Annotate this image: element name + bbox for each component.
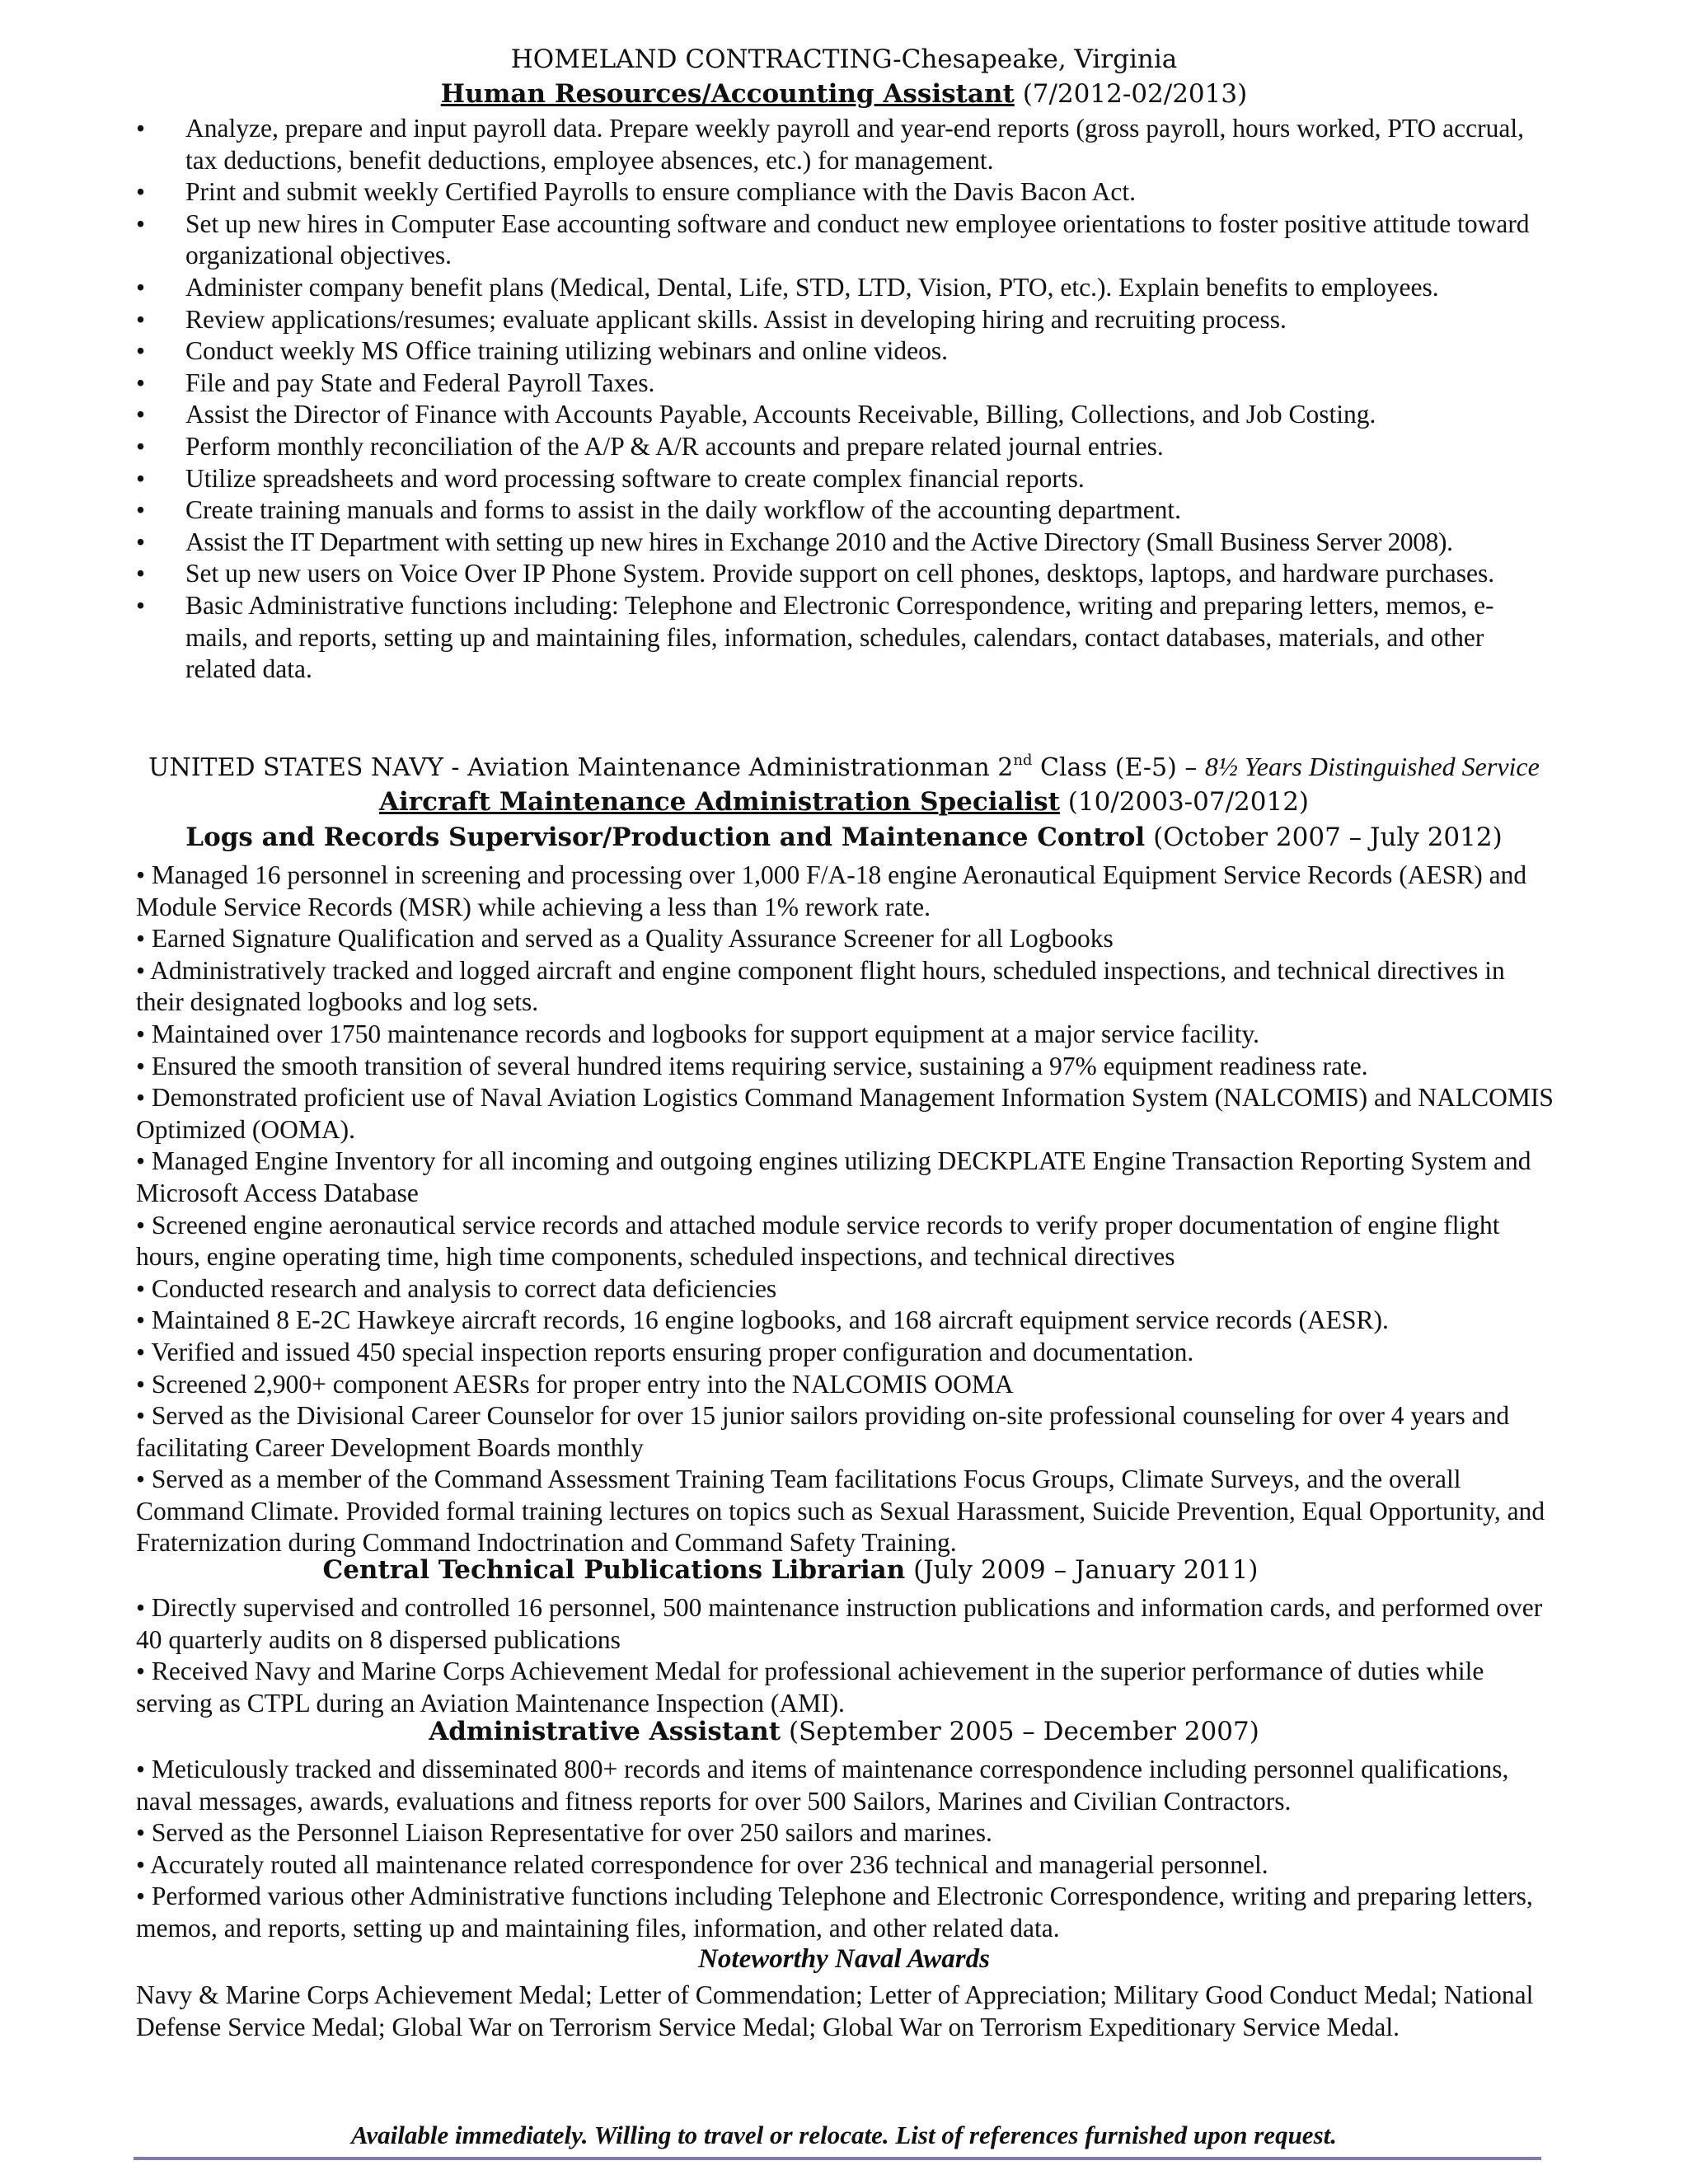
list-item: • Ensured the smooth transition of several hundred items requiring service, sustaining a 97% equipment readiness rate.: [136, 1051, 1368, 1080]
list-item: • Received Navy and Marine Corps Achievement Medal for professional achievement in the superior performance of duties while serving as CTPL during an Aviation Maintenance Inspection (AMI).: [136, 1657, 1484, 1718]
navy-dates: (10/2003-07/2012): [1067, 787, 1310, 817]
role2-title-line: [0, 1554, 1688, 1586]
list-item: • Utilize spreadsheets and word processing software to create complex financial reports.: [136, 463, 1554, 495]
list-item: • Analyze, prepare and input payroll data. Prepare weekly payroll and year-end reports (gross payroll, hours worked, PTO accrual, tax deductions, benefit deductions, employee absences, etc.) for management.: [136, 113, 1554, 176]
role3-bullets: [136, 1754, 1554, 1945]
list-item: • Directly supervised and controlled 16 personnel, 500 maintenance instruction publications and information cards, and performed over 40 quarterly audits on 8 dispersed publications: [136, 1593, 1543, 1654]
list-item: • Conducted research and analysis to correct data deficiencies: [136, 1273, 777, 1303]
navy-org-sup: nd: [1013, 752, 1033, 770]
list-item: • Served as the Divisional Career Counselor for over 15 junior sailors providing on-site professional counseling for over 4 years and facilitating Career Development Boards monthly: [136, 1401, 1510, 1462]
navy-title: Aircraft Maintenance Administration Specialist: [378, 787, 1060, 817]
role1-title-line: [0, 821, 1688, 854]
list-item: • Create training manuals and forms to assist in the daily workflow of the accounting department.: [136, 494, 1554, 527]
list-item: • Review applications/resumes; evaluate applicant skills. Assist in developing hiring and recruiting process.: [136, 304, 1554, 336]
navy-title-line: [0, 785, 1688, 818]
role1-title: Logs and Records Supervisor/Production and Maintenance Control: [185, 823, 1146, 852]
list-item: • Administratively tracked and logged aircraft and engine component flight hours, scheduled inspections, and technical directives in their designated logbooks and log sets.: [136, 955, 1505, 1017]
list-item: • Perform monthly reconciliation of the A/P & A/R accounts and prepare related journal entries.: [136, 431, 1554, 463]
list-item: • Served as a member of the Command Assessment Training Team facilitations Focus Groups, Climate Surveys, and the overall Command Climate. Provided formal training lectures on topics such as Sexual Harassment, Suicide Prevention, Equal Opportunity, and Fraternization during Command Indoctrination and Command Safety Training.: [136, 1465, 1545, 1558]
job1-title: Human Resources/Accounting Assistant: [440, 79, 1015, 109]
list-item: • Print and submit weekly Certified Payrolls to ensure compliance with the Davis Bacon Act.: [136, 176, 1554, 209]
list-item: • Earned Signature Qualification and served as a Quality Assurance Screener for all Logbooks: [136, 924, 1114, 954]
list-item: • Assist the Director of Finance with Accounts Payable, Accounts Receivable, Billing, Collections, and Job Costing.: [136, 399, 1554, 431]
navy-org: [0, 750, 1688, 785]
awards-text: Navy & Marine Corps Achievement Medal; Letter of Commendation; Letter of Appreciation; Military Good Conduct Medal; National Defense Service Medal; Global War on Terrorism Service Medal; Global War on Terrorism Expeditionary Service Medal.: [136, 1980, 1534, 2041]
list-item: • Managed Engine Inventory for all incoming and outgoing engines utilizing DECKPLATE Engine Transaction Reporting System and Microsoft Access Database: [136, 1146, 1531, 1207]
job1-title-line: [0, 77, 1688, 110]
role3-title: Administrative Assistant: [429, 1717, 781, 1746]
list-item: • Served as the Personnel Liaison Representative for over 250 sailors and marines.: [136, 1818, 992, 1848]
navy-org-italic: 8½ Years Distinguished Service: [1204, 752, 1540, 781]
role1-dates: (October 2007 – July 2012): [1153, 823, 1503, 852]
list-item: • Basic Administrative functions including: Telephone and Electronic Correspondence, writing and preparing letters, memos, e-mails, and reports, setting up and maintaining files, information, schedules, calendars, contact databases, materials, and other related data.: [136, 590, 1554, 686]
navy-org-class: Class (E-5) –: [1032, 753, 1205, 782]
awards-title: Noteworthy Naval Awards: [698, 1944, 990, 1974]
role2-title: Central Technical Publications Librarian: [322, 1555, 906, 1585]
list-item: • Conduct weekly MS Office training utilizing webinars and online videos.: [136, 335, 1554, 368]
list-item: • Meticulously tracked and disseminated 800+ records and items of maintenance correspondence including personnel qualifications, naval messages, awards, evaluations and fitness reports for over 500 Sailors, Marines and Civilian Contractors.: [136, 1755, 1509, 1816]
list-item: • Performed various other Administrative functions including Telephone and Electronic Correspondence, writing and preparing letters, memos, and reports, setting up and maintaining files, information, and other related data.: [136, 1882, 1533, 1943]
footer-rule: [134, 2157, 1541, 2160]
list-item: • Screened engine aeronautical service records and attached module service records to verify proper documentation of engine flight hours, engine operating time, high time components, scheduled inspections, and technical directives: [136, 1210, 1500, 1272]
list-item: • Administer company benefit plans (Medical, Dental, Life, STD, LTD, Vision, PTO, etc.). Explain benefits to employees.: [136, 272, 1554, 304]
role1-bullets: [136, 860, 1554, 1559]
list-item: • Set up new hires in Computer Ease accounting software and conduct new employee orientations to foster positive attitude toward organizational objectives.: [136, 209, 1554, 272]
job1-company: HOMELAND CONTRACTING-Chesapeake, Virginia: [510, 45, 1178, 74]
list-item: • Demonstrated proficient use of Naval Aviation Logistics Command Management Information System (NALCOMIS) and NALCOMIS Optimized (OOMA).: [136, 1083, 1554, 1144]
navy-org-prefix: UNITED STATES NAVY - Aviation Maintenance Administrationman 2: [148, 753, 1014, 782]
list-item: • Screened 2,900+ component AESRs for proper entry into the NALCOMIS OOMA: [136, 1369, 1014, 1399]
list-item: • Verified and issued 450 special inspection reports ensuring proper configuration and documentation.: [136, 1337, 1194, 1366]
list-item: • Maintained over 1750 maintenance records and logbooks for support equipment at a major service facility.: [136, 1019, 1260, 1048]
list-item: • Assist the IT Department with setting up new hires in Exchange 2010 and the Active Directory (Small Business Server 2008).: [136, 527, 1554, 559]
role3-title-line: [0, 1715, 1688, 1748]
footer-note: Available immediately. Willing to travel or relocate. List of references furnished upon request.: [350, 2121, 1337, 2149]
job1-dates: (7/2012-02/2013): [1022, 79, 1248, 109]
list-item: • Maintained 8 E-2C Hawkeye aircraft records, 16 engine logbooks, and 168 aircraft equipment service records (AESR).: [136, 1305, 1389, 1335]
list-item: • Managed 16 personnel in screening and processing over 1,000 F/A-18 engine Aeronautical Equipment Service Records (AESR) and Module Service Records (MSR) while achieving a less than 1% rework rate.: [136, 860, 1527, 921]
list-item: • File and pay State and Federal Payroll Taxes.: [136, 368, 1554, 400]
list-item: • Set up new users on Voice Over IP Phone System. Provide support on cell phones, desktops, laptops, and hardware purchases.: [136, 558, 1554, 590]
job1-bullets: [136, 113, 1554, 686]
role2-bullets: [136, 1592, 1554, 1719]
list-item: • Accurately routed all maintenance related correspondence for over 236 technical and managerial personnel.: [136, 1849, 1268, 1879]
role3-dates: (September 2005 – December 2007): [788, 1717, 1259, 1746]
role2-dates: (July 2009 – January 2011): [913, 1555, 1259, 1585]
